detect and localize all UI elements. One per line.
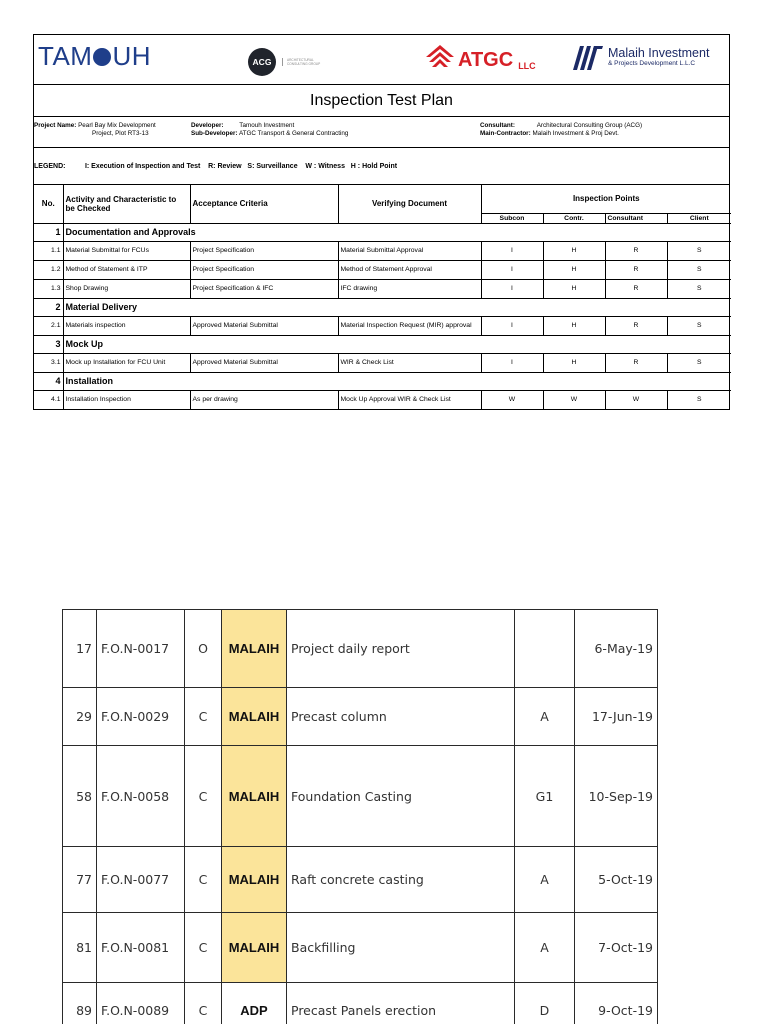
- fon-register-table: [62, 609, 658, 1024]
- developer-block: Developer: Tamouh Investment Sub-Developer: ATGC Transport & General Contracting: [191, 122, 349, 137]
- itp-sheet: [33, 34, 730, 410]
- table-row: 17 F.O.N-0017 O MALAIH Project daily report 6-May-19: [63, 610, 658, 688]
- acg-logo: [248, 48, 328, 76]
- malaih-stripes-icon: [567, 44, 603, 70]
- project-info: [34, 117, 729, 148]
- table-row: 1.1 Material Submittal for FCUs Project Specification Material Submittal Approval I H R S: [34, 241, 731, 260]
- header-activity: Activity and Characteristic to be Checked: [63, 185, 190, 223]
- section-row: 1 Documentation and Approvals: [34, 223, 731, 241]
- company-cell: MALAIH: [222, 610, 287, 688]
- table-row: 29 F.O.N-0029 C MALAIH Precast column A 17-Jun-19: [63, 688, 658, 746]
- malaih-logo: [567, 44, 709, 70]
- acg-mark: ACG: [248, 48, 276, 76]
- consultant-block: Consultant: Architectural Consulting Group (ACG) Main-Contractor: Malaih Investment & Proj Devt.: [480, 122, 643, 137]
- section-row: 3 Mock Up: [34, 335, 731, 353]
- header-subcon: Subcon: [481, 213, 543, 223]
- itp-table: [34, 185, 731, 409]
- table-row: 89 F.O.N-0089 C ADP Precast Panels erection D 9-Oct-19: [63, 983, 658, 1024]
- malaih-sub: & Projects Development L.L.C: [608, 59, 696, 67]
- legend: LEGEND: I: Execution of Inspection and Test R: Review S: Surveillance W : Witness H : Hold Point: [34, 148, 729, 185]
- house-roof-icon: [425, 43, 455, 71]
- company-cell: MALAIH: [222, 746, 287, 847]
- tamouh-logo: TAM UH: [38, 41, 152, 71]
- company-cell: MALAIH: [222, 913, 287, 983]
- company-cell: ADP: [222, 983, 287, 1024]
- header-contr: Contr.: [543, 213, 605, 223]
- document-title: Inspection Test Plan: [34, 85, 729, 117]
- acg-subtext: ARCHITECTURAL CONSULTING GROUP: [282, 58, 328, 66]
- table-row: 58 F.O.N-0058 C MALAIH Foundation Casting G1 10-Sep-19: [63, 746, 658, 847]
- table-row: 2.1 Materials inspection Approved Material Submittal Material Inspection Request (MIR) approval I H R S: [34, 316, 731, 335]
- tamouh-o-icon: [93, 48, 111, 66]
- atgc-text: ATGC: [458, 49, 514, 71]
- table-row: 4.1 Installation Inspection As per drawing Mock Up Approval WIR & Check List W W W S: [34, 390, 731, 409]
- logo-header: [34, 35, 729, 85]
- malaih-name: Malaih Investment: [608, 45, 710, 60]
- table-row: 77 F.O.N-0077 C MALAIH Raft concrete casting A 5-Oct-19: [63, 847, 658, 913]
- project-name-block: Project Name: Pearl Bay Mix Development Project, Plot RT3-13: [34, 122, 156, 137]
- section-row: 4 Installation: [34, 372, 731, 390]
- atgc-suffix: LLC: [518, 61, 536, 71]
- company-cell: MALAIH: [222, 847, 287, 913]
- header-no: No.: [34, 185, 63, 223]
- header-inspection-points: Inspection Points: [481, 185, 731, 213]
- header-client: Client: [667, 213, 731, 223]
- table-row: 1.2 Method of Statement & ITP Project Specification Method of Statement Approval I H R S: [34, 260, 731, 279]
- table-row: 3.1 Mock up Installation for FCU Unit Approved Material Submittal WIR & Check List I H R S: [34, 353, 731, 372]
- table-row: 1.3 Shop Drawing Project Specification & IFC IFC drawing I H R S: [34, 279, 731, 298]
- section-row: 2 Material Delivery: [34, 298, 731, 316]
- company-cell: MALAIH: [222, 688, 287, 746]
- atgc-logo: [425, 43, 536, 71]
- table-row: 81 F.O.N-0081 C MALAIH Backfilling A 7-Oct-19: [63, 913, 658, 983]
- header-document: Verifying Document: [338, 185, 481, 223]
- header-consultant: Consultant: [605, 213, 667, 223]
- header-acceptance: Acceptance Criteria: [190, 185, 338, 223]
